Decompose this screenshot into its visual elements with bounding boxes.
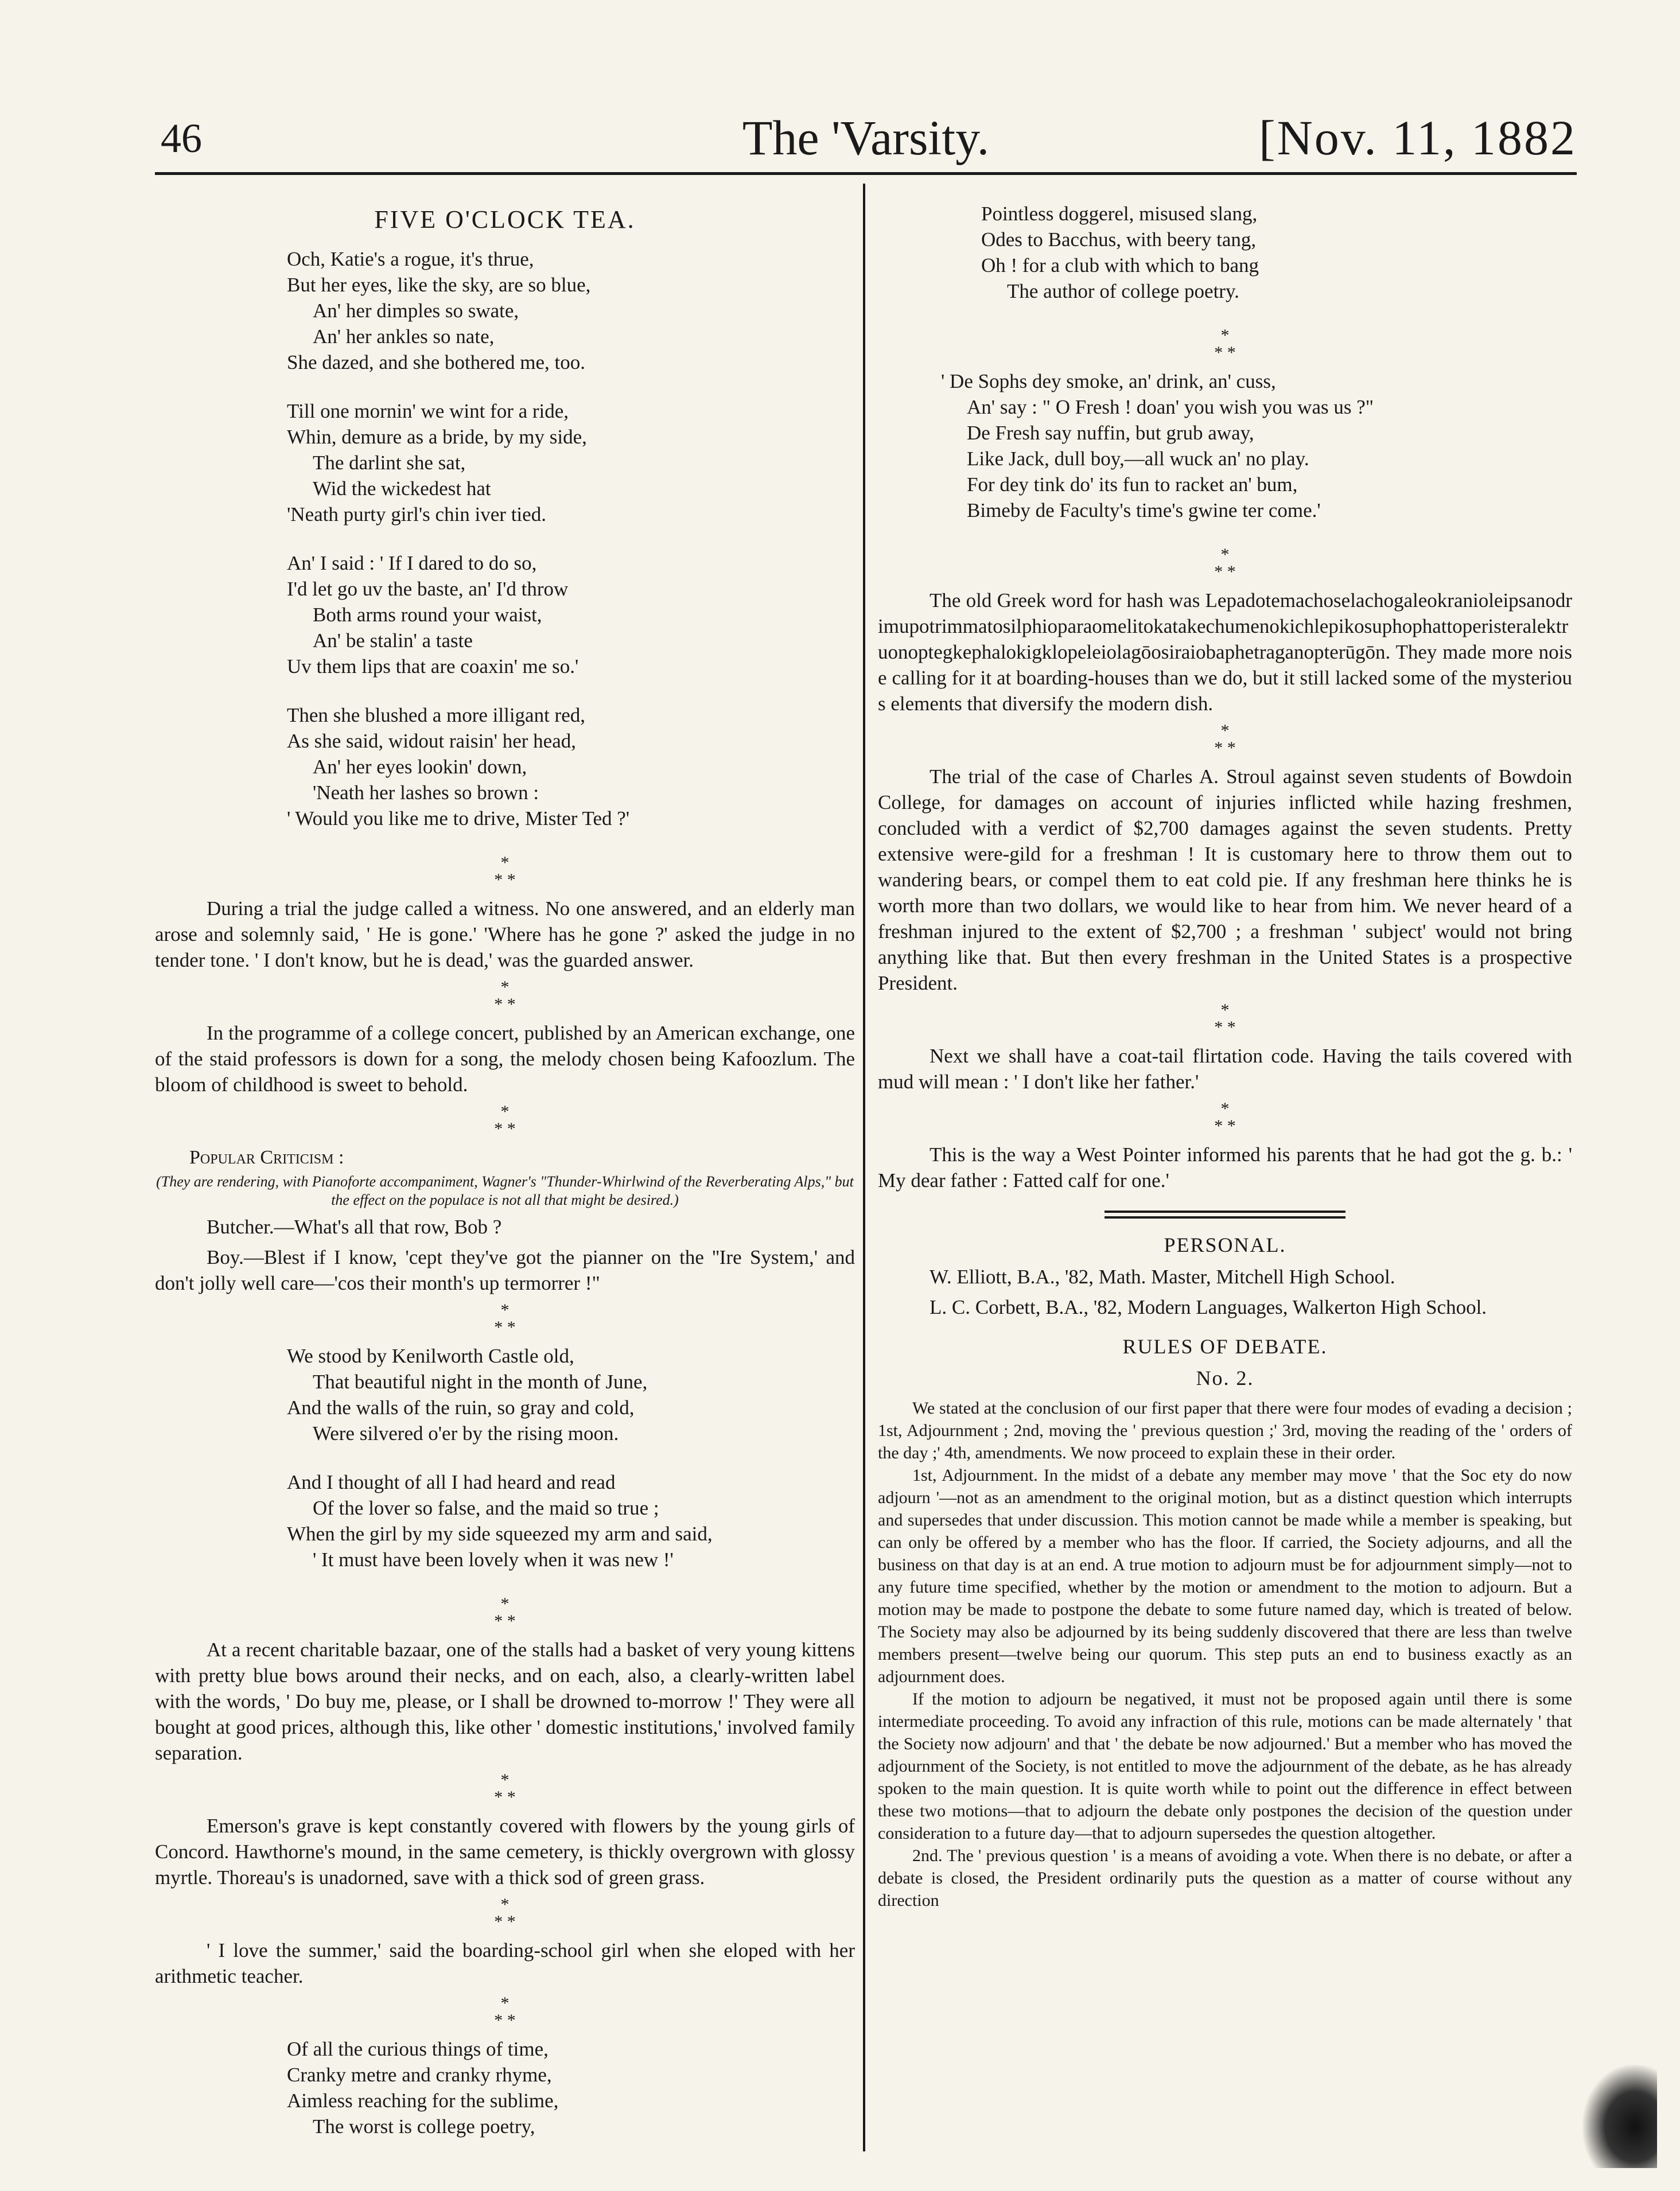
stanza: [287, 1343, 855, 1446]
item-bazaar: At a recent charitable bazaar, one of the stalls had a basket of very young kittens with pretty blue bows around their necks, and on each, also, a clearly-written label with the words, ' Do buy me, please, or I shall be drowned to-morrow !' They were all bought at good prices, although this, like other ' domestic institutions,' involved family separation.: [155, 1639, 855, 1764]
asterism-divider: * * *: [494, 1102, 516, 1138]
verse-line: 'Neath purty girl's chin iver tied.: [287, 503, 546, 526]
verse-line: The darlint she sat,: [313, 452, 466, 474]
rules-paragraph: If the motion to adjourn be negatived, it must not be proposed again until there is some intermediate proceeding. To avoid any infraction of this rule, motions can be made alternately ' that the Society now adjourn' and that ' the debate be now adjourned.' But a member who has moved the adjournment of the Society, is not entitled to move the adjournment of the debate, as he has already spoken to the main question. It is quite worth while to point out the difference in effect between these two motions—that to adjourn the debate only postpones the decision of the question under consideration to a future day—that to adjourn supersedes the question altogether.: [878, 1690, 1572, 1843]
verse-line: And I thought of all I had heard and read: [287, 1471, 616, 1493]
verse-line: But her eyes, like the sky, are so blue,: [287, 274, 591, 296]
asterism-divider: * * *: [494, 1895, 516, 1931]
verse-line: That beautiful night in the month of June,: [313, 1371, 648, 1393]
asterism-divider: * * *: [494, 853, 516, 889]
verse-line: Till one mornin' we wint for a ride,: [287, 400, 569, 422]
poem-title: FIVE O'CLOCK TEA.: [374, 205, 636, 234]
item-concert: In the programme of a college concert, published by an American exchange, one of the staid professors is down for a song, the melody chosen being Kafoozlum. The bloom of childhood is sweet to behold.: [155, 1022, 855, 1096]
header-rule: [155, 172, 1577, 175]
popular-criticism-heading: Popular Criticism :: [189, 1147, 344, 1168]
asterism-divider: * * *: [494, 1594, 516, 1630]
verse-line: She dazed, and she bothered me, too.: [287, 351, 585, 373]
stanza: [287, 702, 855, 831]
stanza: [287, 398, 855, 527]
verse-line: As she said, widout raisin' her head,: [287, 730, 576, 752]
ink-smudge: [1582, 2065, 1657, 2168]
masthead-title: The 'Varsity.: [742, 110, 990, 165]
stanza: [287, 1469, 855, 1573]
item-judge: During a trial the judge called a witness. No one answered, and an elderly man arose and solemnly said, ' He is gone.' 'Where has he gone ?' asked the judge in no tender tone. ' I don't know, but he is dead,' was the guarded answer.: [155, 897, 855, 971]
page-header: [155, 109, 1577, 172]
verse-line: For dey tink do' its fun to racket an' bum,: [967, 473, 1298, 496]
asterism-divider: * * *: [494, 978, 516, 1014]
verse-line: ' It must have been lovely when it was new !': [313, 1548, 674, 1571]
verse-line: ' De Sophs dey smoke, an' drink, an' cuss,: [941, 370, 1276, 392]
verse-line: ' Would you like me to drive, Mister Ted ?': [287, 807, 630, 830]
verse-line: Of all the curious things of time,: [287, 2038, 549, 2060]
verse-line: An' say : " O Fresh ! doan' you wish you was us ?": [967, 396, 1374, 418]
verse-line: Bimeby de Faculty's time's gwine ter come.': [967, 499, 1321, 522]
rules-paragraph: We stated at the conclusion of our first paper that there were four modes of evading a decision ; 1st, Adjournment ; 2nd, moving the ' previous question ;' 3rd, moving the reading of the ' orders of the day ;' 4th, amendments. We now proceed to explain these in their order.: [878, 1399, 1572, 1462]
stanza: [287, 550, 855, 679]
verse-line: Then she blushed a more illigant red,: [287, 704, 585, 726]
asterism-divider: * * *: [1214, 326, 1236, 362]
asterism-divider: * * *: [494, 1994, 516, 2030]
column-divider: [863, 184, 865, 2151]
asterism-divider: * * *: [1214, 1001, 1236, 1037]
rules-number: No. 2.: [1196, 1367, 1254, 1390]
verse-line: When the girl by my side squeezed my arm and said,: [287, 1523, 713, 1545]
verse-line: The author of college poetry.: [1007, 280, 1239, 302]
item-westpoint: This is the way a West Pointer informed his parents that he had got the g. b.: ' My dear father : Fatted calf for one.': [878, 1143, 1572, 1192]
verse-line: An' be stalin' a taste: [313, 629, 473, 652]
asterism-divider: * * *: [1214, 721, 1236, 757]
stanza: [287, 2036, 855, 2139]
item-coattail: Next we shall have a coat-tail flirtation code. Having the tails covered with mud will mean : ' I don't like her father.': [878, 1045, 1572, 1093]
stanza: [287, 246, 855, 375]
verse-line: An' her dimples so swate,: [313, 299, 519, 322]
verse-line: Aimless reaching for the sublime,: [287, 2089, 559, 2112]
verse-line: We stood by Kenilworth Castle old,: [287, 1345, 574, 1367]
issue-date: [Nov. 11, 1882: [1259, 110, 1577, 165]
stage-note: (They are rendering, with Pianoforte accompaniment, Wagner's "Thunder-Whirlwind of the Reverberating Alps," but the effect on the populace is not all that might be desired.): [156, 1173, 854, 1208]
verse-line: An' her ankles so nate,: [313, 325, 495, 348]
item-summer: ' I love the summer,' said the boarding-school girl when she eloped with her arithmetic teacher.: [155, 1939, 855, 1987]
verse-line: I'd let go uv the baste, an' I'd throw: [287, 578, 569, 600]
asterism-divider: * * *: [1214, 545, 1236, 581]
rules-paragraph: 2nd. The ' previous question ' is a means of avoiding a vote. When there is no debate, or after a debate is closed, the President ordinarily puts the question as a matter of course without any direction: [878, 1846, 1572, 1910]
verse-line: And the walls of the ruin, so gray and cold,: [287, 1396, 635, 1419]
dialog-butcher: Butcher.—What's all that row, Bob ?: [207, 1216, 502, 1238]
asterism-divider: * * *: [494, 1301, 516, 1337]
verse-line: Both arms round your waist,: [313, 604, 542, 626]
section-rule: [1105, 1211, 1345, 1219]
verse-line: Odes to Bacchus, with beery tang,: [981, 228, 1257, 251]
verse-line: An' her eyes lookin' down,: [313, 756, 527, 778]
rules-body: [878, 1397, 1572, 1912]
stanza: [981, 201, 1572, 304]
verse-line: Wid the wickedest hat: [313, 477, 491, 500]
verse-line: Whin, demure as a bride, by my side,: [287, 426, 587, 448]
left-column: [155, 201, 855, 2151]
verse-line: Cranky metre and cranky rhyme,: [287, 2064, 552, 2086]
personal-entry: L. C. Corbett, B.A., '82, Modern Languages, Walkerton High School.: [930, 1296, 1487, 1318]
rules-paragraph: 1st, Adjournment. In the midst of a debate any member may move ' that the Soc ety do now adjourn '—not as an amendment to the original motion, but as a distinct question which interrupts and supersedes that under discussion. This motion cannot be made while a member is speaking, but can only be offered by a member who has the floor. If carried, the Society adjourns, and all the business on that day is at an end. A true motion to adjourn must be for adjournment simply—not to any future time specified, whether by the motion or amendment to the motion to adjourn. But a motion may be made to postpone the debate to some future named day, which is treated of below. The Society may also be adjourned by its being suddenly discovered that there are less than twelve members present—twelve being our quorum. This step puts an end to business exactly as an adjournment does.: [878, 1466, 1572, 1686]
asterism-divider: * * *: [1214, 1099, 1236, 1135]
verse-line: Uv them lips that are coaxin' me so.': [287, 655, 579, 678]
verse-line: De Fresh say nuffin, but grub away,: [967, 422, 1254, 444]
item-hash: The old Greek word for hash was Lepadotemachoselachogaleokranioleipsanodrimupotrimmatosilphioparaomelitokatakechumenokichlepikosuphophattoperisteralektruonoptegkephalokigklopeleiolagōosiraiobaphetraganopterūgōn. They made more noise calling for it at boarding-houses than we do, but it still lacked some of the mysterious elements that diversify the modern dish.: [878, 589, 1572, 715]
asterism-divider: * * *: [494, 1770, 516, 1807]
verse-line: Oh ! for a club with which to bang: [981, 254, 1259, 277]
verse-line: Pointless doggerel, misused slang,: [981, 203, 1258, 225]
page-number: 46: [161, 115, 202, 161]
poem-five-oclock-tea: [155, 246, 855, 831]
personal-entry: W. Elliott, B.A., '82, Math. Master, Mitchell High School.: [930, 1266, 1395, 1288]
verse-line: 'Neath her lashes so brown :: [313, 781, 539, 804]
right-column: [878, 201, 1572, 2151]
personal-heading: PERSONAL.: [1164, 1233, 1286, 1256]
verse-line: Were silvered o'er by the rising moon.: [313, 1422, 619, 1445]
rules-heading: RULES OF DEBATE.: [1122, 1335, 1328, 1358]
verse-line: Like Jack, dull boy,—all wuck an' no play.: [967, 447, 1309, 470]
verse-line: The worst is college poetry,: [313, 2115, 535, 2138]
stanza: [941, 368, 1572, 523]
verse-line: Och, Katie's a rogue, it's thrue,: [287, 248, 534, 270]
verse-line: An' I said : ' If I dared to do so,: [287, 552, 537, 574]
dialog-boy: Boy.—Blest if I know, 'cept they've got the pianner on the ''Ire System,' and don't jolly well care—'cos their month's up termorrer !": [155, 1246, 855, 1294]
verse-line: Of the lover so false, and the maid so true ;: [313, 1497, 659, 1519]
item-emerson: Emerson's grave is kept constantly covered with flowers by the young girls of Concord. Hawthorne's mound, in the same cemetery, is thickly overgrown with glossy myrtle. Thoreau's is unadorned, save with a thick sod of green grass.: [155, 1815, 855, 1889]
item-trial: The trial of the case of Charles A. Stroul against seven students of Bowdoin College, for damages on account of injuries inflicted while hazing freshmen, concluded with a verdict of $2,700 damages against the seven students. Pretty extensive were-gild for a freshman ! It is customary here to throw them out to wandering bears, or compel them to eat cold pie. If any freshman here thinks he is worth more than two dollars, we would like to hear from him. We never heard of a freshman injured to the extent of $2,700 ; a freshman ' subject' would not bring anything like that. But then every freshman in the United States is a prospective President.: [878, 765, 1572, 994]
